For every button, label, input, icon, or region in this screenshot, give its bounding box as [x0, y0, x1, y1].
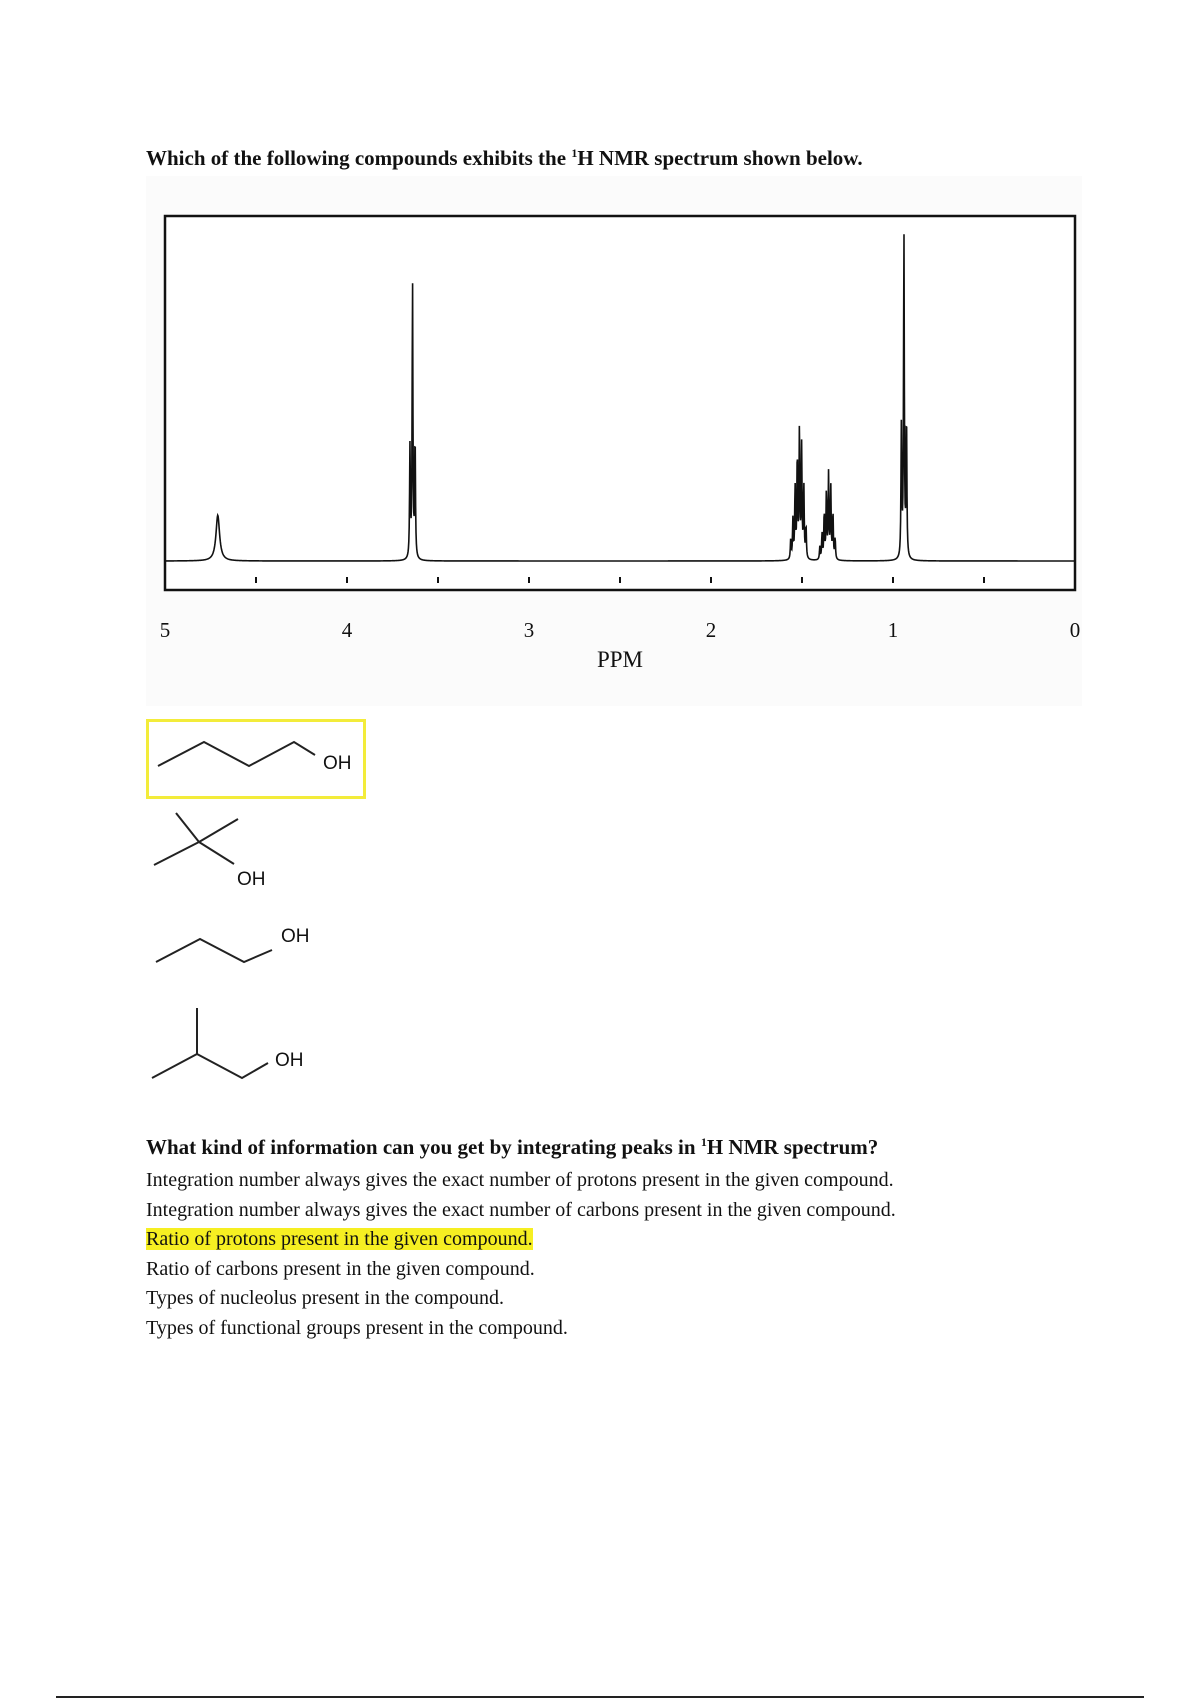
answer-list	[146, 1166, 896, 1343]
x-axis-label: PPM	[596, 647, 644, 672]
option-1-propanol[interactable]	[146, 912, 331, 984]
structure-tert-butanol	[146, 810, 291, 900]
carbon-chain-bonds	[152, 1054, 268, 1078]
methyl-bond-3	[154, 842, 199, 865]
hydroxyl-label: OH	[275, 1050, 304, 1071]
x-tick-label: 2	[705, 618, 717, 642]
answer-text: Types of nucleolus present in the compound.	[146, 1287, 504, 1309]
superscript-mass-number: 1	[700, 1135, 707, 1149]
question-2-title-text-end: H NMR spectrum?	[706, 1135, 879, 1159]
x-tick-label: 3	[523, 618, 535, 642]
option-isobutanol[interactable]	[146, 1003, 316, 1095]
answer-item[interactable]	[146, 1255, 896, 1285]
nmr-spectrum-chart	[146, 176, 1082, 706]
answer-item[interactable]	[146, 1196, 896, 1226]
structure-1-propanol	[146, 912, 331, 984]
plot-frame	[165, 216, 1075, 590]
hydroxyl-label: OH	[281, 926, 310, 947]
x-tick-label: 1	[887, 618, 899, 642]
structure-isobutanol	[146, 1003, 316, 1095]
structure-1-butanol	[149, 722, 369, 802]
option-1-butanol[interactable]	[146, 719, 366, 799]
hydroxyl-label: OH	[323, 753, 352, 774]
x-tick-label: 0	[1069, 618, 1081, 642]
question-1-title-text: Which of the following compounds exhibits the	[146, 146, 572, 170]
page-bottom-rule	[56, 1696, 1144, 1698]
question-1-title-text-end: H NMR spectrum shown below.	[577, 146, 863, 170]
answer-item[interactable]	[146, 1314, 896, 1344]
superscript-mass-number: 1	[571, 146, 578, 160]
question-2-title-text: What kind of information can you get by integrating peaks in	[146, 1135, 701, 1159]
answer-text: Ratio of carbons present in the given compound.	[146, 1257, 535, 1280]
answer-text: Types of functional groups present in the compound.	[146, 1316, 568, 1339]
methyl-bond-1	[176, 813, 199, 842]
carbon-chain-bonds	[158, 742, 315, 766]
hydroxyl-label: OH	[237, 869, 266, 890]
methyl-bond-2	[199, 819, 238, 842]
answer-item-selected[interactable]	[146, 1225, 896, 1255]
carbon-chain-bonds	[156, 939, 272, 962]
answer-text: Integration number always gives the exact number of protons present in the given compound.	[146, 1169, 894, 1191]
nmr-spectrum-svg	[146, 176, 1082, 706]
x-tick-label: 4	[341, 618, 353, 642]
hydroxyl-bond	[199, 842, 234, 864]
option-tert-butanol[interactable]	[146, 810, 291, 900]
answer-text-highlighted: Ratio of protons present in the given compound.	[146, 1228, 533, 1250]
question-2-title	[146, 1135, 896, 1160]
answer-item[interactable]	[146, 1284, 896, 1314]
question-2	[146, 1135, 896, 1343]
x-tick-label: 5	[159, 618, 171, 642]
x-axis-tick-labels	[160, 618, 1081, 642]
answer-item[interactable]	[146, 1166, 896, 1196]
answer-text: Integration number always gives the exact number of carbons present in the given compound.	[146, 1198, 896, 1221]
question-1-title	[146, 146, 863, 171]
